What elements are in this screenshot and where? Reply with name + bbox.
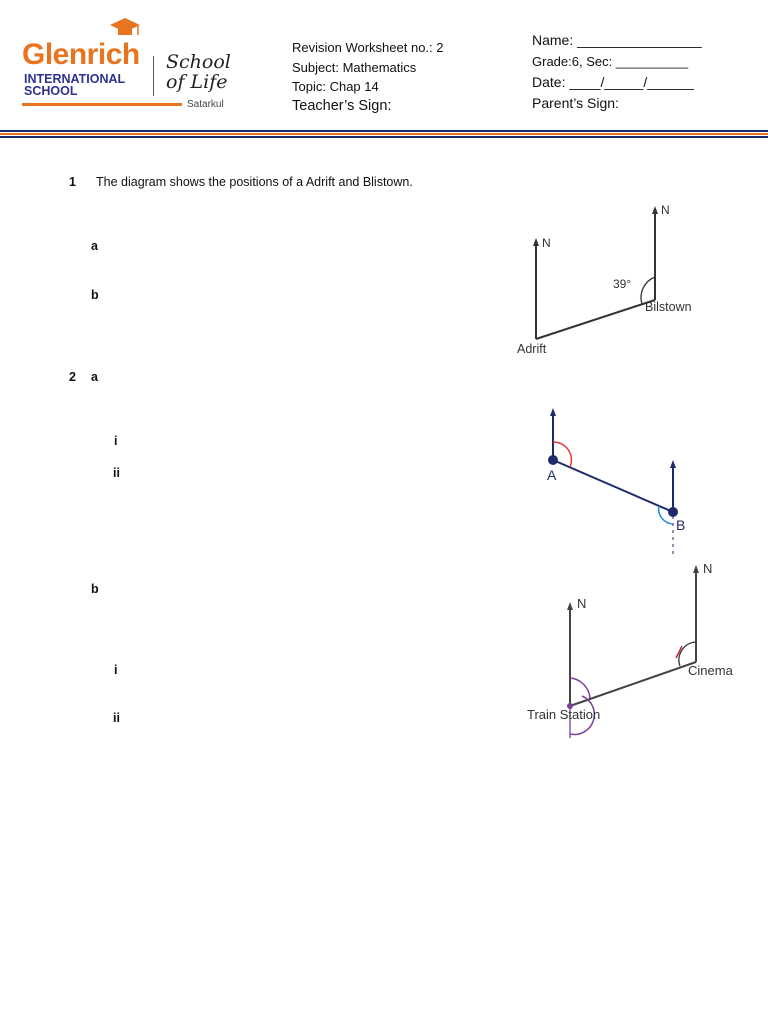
- d1-north-label-1: N: [542, 236, 551, 250]
- student-info: [532, 30, 702, 114]
- name-field: Name: ________________: [532, 32, 702, 48]
- d2-label-a: A: [547, 467, 557, 483]
- point-a: [548, 455, 558, 465]
- q2-part-a-ii: ii: [113, 466, 120, 480]
- header-rule-navy-top: [0, 130, 768, 132]
- adrift-bilstown-line: [536, 300, 655, 339]
- q1-number: 1: [69, 175, 76, 189]
- north-arrow-icon: [567, 602, 573, 610]
- d3-cinema-label: Cinema: [688, 663, 733, 678]
- d1-adrift-label: Adrift: [517, 342, 547, 356]
- d3-station-label: Train Station: [527, 707, 601, 722]
- point-b: [668, 507, 678, 517]
- worksheet-info: [292, 38, 444, 116]
- q2-part-b: b: [91, 582, 99, 596]
- d1-angle-label: 39°: [613, 277, 632, 291]
- logo-line1: INTERNATIONAL: [24, 72, 126, 86]
- north-arrow-icon: [693, 565, 699, 573]
- q2-part-a-i: i: [114, 434, 118, 448]
- q1-part-a: a: [91, 239, 98, 253]
- q1-part-b: b: [91, 288, 99, 302]
- north-arrow-icon: [670, 460, 676, 468]
- d3-north-label-1: N: [577, 596, 587, 611]
- north-arrow-icon: [533, 238, 539, 246]
- header-rule-navy-bottom: [0, 136, 768, 138]
- graduation-cap-icon: [108, 17, 142, 39]
- logo-international-school: [24, 73, 125, 97]
- logo-tagline-1: School: [166, 51, 231, 73]
- grade-field: Grade:6, Sec: __________: [532, 54, 689, 69]
- q2-number: 2: [69, 370, 76, 384]
- d3-north-label-2: N: [703, 561, 713, 576]
- logo-tagline: [166, 52, 231, 92]
- station-cinema-line: [570, 662, 696, 706]
- logo-campus: Satarkul: [187, 99, 224, 110]
- teacher-sign-label: Teacher’s Sign:: [292, 97, 392, 114]
- logo-divider: [153, 56, 154, 96]
- logo-brand: Glenrich: [22, 38, 140, 71]
- a-b-line: [553, 460, 673, 512]
- d2-label-b: B: [676, 517, 686, 533]
- q2-part-b-ii: ii: [113, 711, 120, 725]
- q1-text: The diagram shows the positions of a Adrift and Blistown.: [96, 175, 413, 189]
- worksheet-topic: Topic: Chap 14: [292, 79, 379, 94]
- north-arrow-icon: [652, 206, 658, 214]
- angle-arc-station: [570, 678, 590, 698]
- logo-tagline-2: of Life: [166, 71, 228, 93]
- bearing-diagram-2: [530, 400, 700, 560]
- logo-line2: SCHOOL: [24, 84, 78, 98]
- bearing-diagram-3: [520, 556, 750, 741]
- d1-bilstown-label: Bilstown: [645, 300, 692, 314]
- header-rule-orange: [0, 133, 768, 135]
- q2-part-a: a: [91, 370, 98, 384]
- parent-sign-label: Parent’s Sign:: [532, 95, 619, 111]
- date-field: Date: ____/_____/______: [532, 74, 694, 90]
- q2-part-b-i: i: [114, 663, 118, 677]
- logo-underline: [22, 103, 182, 106]
- d1-north-label-2: N: [661, 203, 670, 217]
- bearing-diagram-1: [505, 198, 715, 363]
- north-arrow-icon: [550, 408, 556, 416]
- worksheet-number: Revision Worksheet no.: 2: [292, 40, 444, 55]
- worksheet-subject: Subject: Mathematics: [292, 59, 417, 75]
